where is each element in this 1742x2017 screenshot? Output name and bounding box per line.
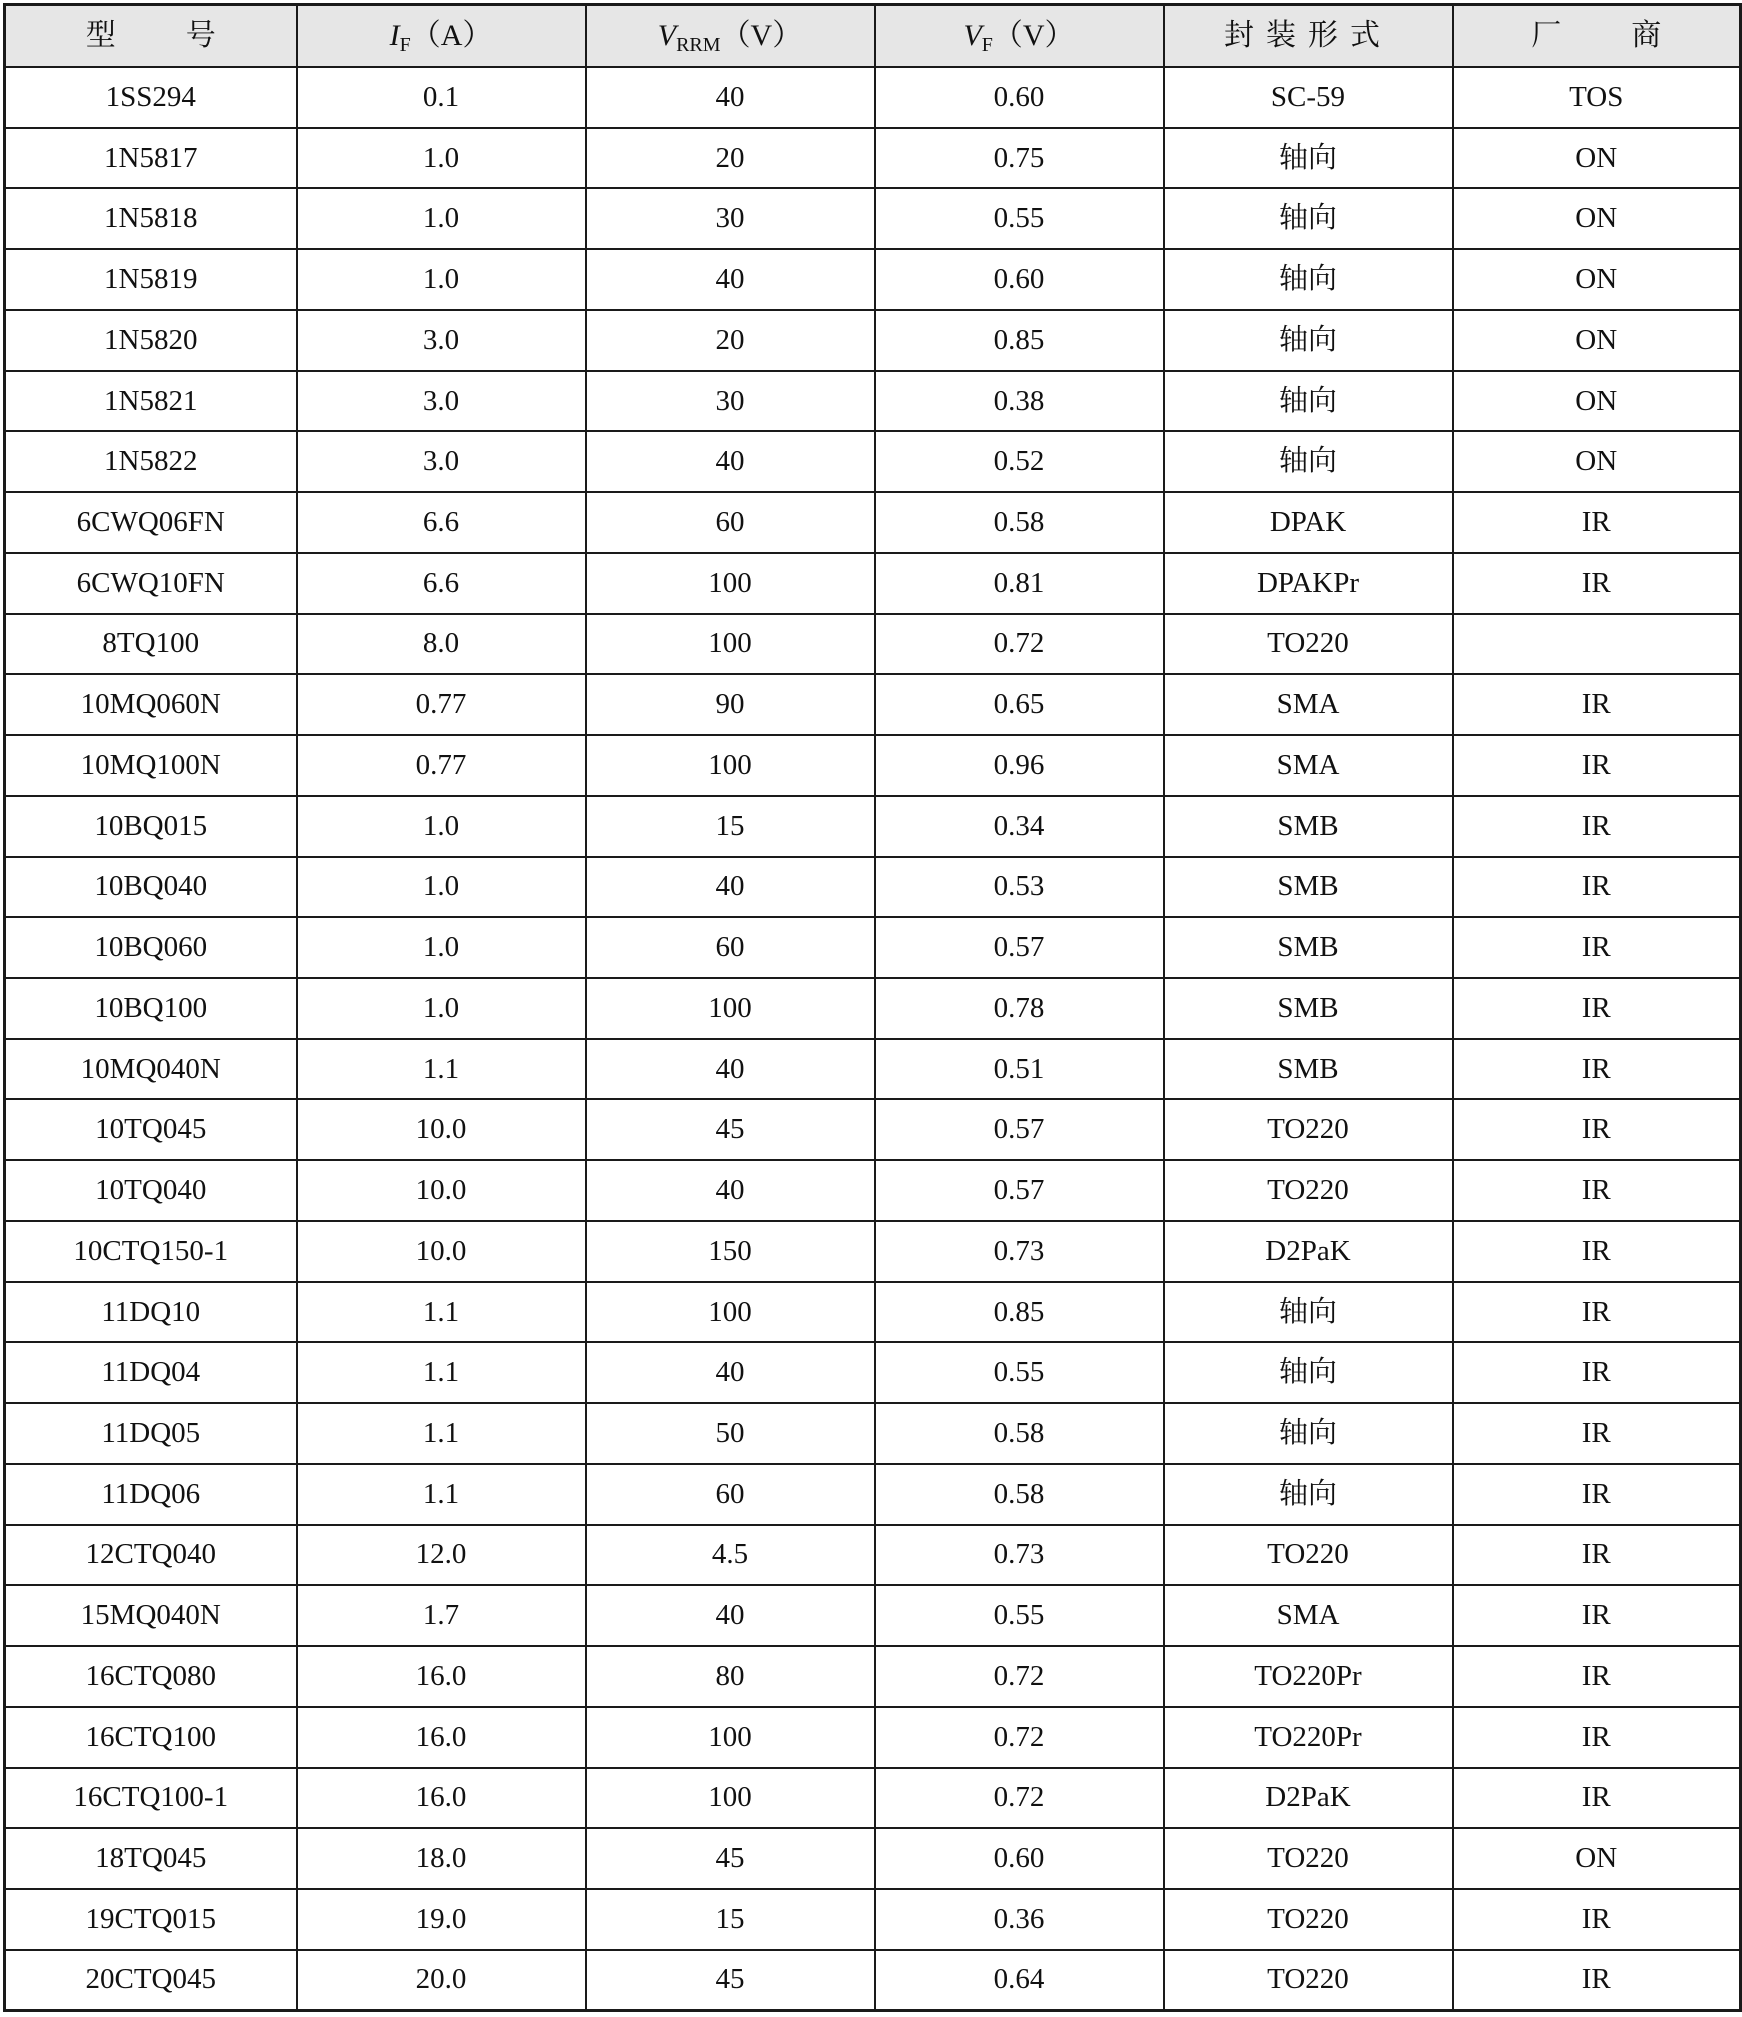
cell-manufacturer: ON (1453, 188, 1741, 249)
table-row (5, 1342, 1741, 1403)
table-row (5, 917, 1741, 978)
cell-forward-voltage: 0.60 (875, 249, 1164, 310)
cell-manufacturer: IR (1453, 796, 1741, 857)
cell-reverse-voltage: 4.5 (586, 1525, 875, 1586)
cell-manufacturer: TOS (1453, 67, 1741, 128)
cell-forward-current: 12.0 (297, 1525, 586, 1586)
cell-forward-voltage: 0.34 (875, 796, 1164, 857)
cell-package: 轴向 (1164, 249, 1453, 310)
cell-forward-current: 1.0 (297, 857, 586, 918)
cell-reverse-voltage: 30 (586, 188, 875, 249)
header-forward-voltage (875, 5, 1164, 68)
table-row (5, 1585, 1741, 1646)
cell-manufacturer: IR (1453, 553, 1741, 614)
cell-model: 11DQ10 (5, 1282, 297, 1343)
cell-package: SMA (1164, 735, 1453, 796)
cell-forward-current: 19.0 (297, 1889, 586, 1950)
cell-model: 10BQ060 (5, 917, 297, 978)
table-row (5, 1525, 1741, 1586)
cell-reverse-voltage: 40 (586, 857, 875, 918)
cell-forward-voltage: 0.57 (875, 917, 1164, 978)
header-model-right: 号 (185, 19, 216, 52)
cell-manufacturer: IR (1453, 735, 1741, 796)
header-package: 封装形式 (1164, 5, 1453, 68)
cell-manufacturer: IR (1453, 1525, 1741, 1586)
cell-manufacturer: IR (1453, 917, 1741, 978)
cell-model: 19CTQ015 (5, 1889, 297, 1950)
cell-model: 1N5819 (5, 249, 297, 310)
cell-package: DPAKPr (1164, 553, 1453, 614)
cell-forward-voltage: 0.78 (875, 978, 1164, 1039)
cell-forward-voltage: 0.73 (875, 1525, 1164, 1586)
cell-model: 12CTQ040 (5, 1525, 297, 1586)
cell-forward-current: 3.0 (297, 371, 586, 432)
cell-model: 10TQ040 (5, 1160, 297, 1221)
cell-manufacturer: IR (1453, 1768, 1741, 1829)
header-model-left: 型 (85, 19, 116, 52)
cell-manufacturer: IR (1453, 857, 1741, 918)
table-row (5, 431, 1741, 492)
cell-package: SMA (1164, 1585, 1453, 1646)
table-row (5, 796, 1741, 857)
cell-forward-voltage: 0.38 (875, 371, 1164, 432)
header-if-subscript: F (399, 34, 411, 56)
cell-forward-current: 0.77 (297, 674, 586, 735)
cell-package: TO220Pr (1164, 1646, 1453, 1707)
table-row (5, 857, 1741, 918)
cell-reverse-voltage: 50 (586, 1403, 875, 1464)
cell-forward-current: 1.1 (297, 1039, 586, 1100)
cell-reverse-voltage: 40 (586, 1585, 875, 1646)
header-row (5, 5, 1741, 68)
cell-reverse-voltage: 100 (586, 1768, 875, 1829)
header-model (5, 5, 297, 68)
cell-reverse-voltage: 45 (586, 1828, 875, 1889)
cell-package: SMB (1164, 917, 1453, 978)
cell-forward-current: 1.1 (297, 1464, 586, 1525)
table-row (5, 188, 1741, 249)
cell-package: SC-59 (1164, 67, 1453, 128)
table-row (5, 1950, 1741, 2011)
cell-package: TO220 (1164, 1099, 1453, 1160)
cell-package: 轴向 (1164, 1464, 1453, 1525)
table-row (5, 249, 1741, 310)
table-row (5, 674, 1741, 735)
cell-reverse-voltage: 20 (586, 310, 875, 371)
header-if-symbol: I (389, 19, 400, 52)
cell-package: SMB (1164, 1039, 1453, 1100)
cell-forward-voltage: 0.96 (875, 735, 1164, 796)
header-vrrm-subscript: RRM (676, 34, 721, 56)
cell-reverse-voltage: 40 (586, 1160, 875, 1221)
header-vf-unit: （V） (992, 19, 1075, 52)
cell-package: TO220 (1164, 1828, 1453, 1889)
cell-package: D2PaK (1164, 1221, 1453, 1282)
table-row (5, 310, 1741, 371)
cell-package: SMB (1164, 857, 1453, 918)
cell-forward-voltage: 0.51 (875, 1039, 1164, 1100)
cell-forward-voltage: 0.85 (875, 1282, 1164, 1343)
cell-model: 18TQ045 (5, 1828, 297, 1889)
cell-manufacturer: IR (1453, 978, 1741, 1039)
table-row (5, 1889, 1741, 1950)
cell-forward-current: 18.0 (297, 1828, 586, 1889)
cell-reverse-voltage: 80 (586, 1646, 875, 1707)
cell-forward-current: 1.0 (297, 917, 586, 978)
cell-package: 轴向 (1164, 1282, 1453, 1343)
cell-model: 16CTQ100-1 (5, 1768, 297, 1829)
cell-reverse-voltage: 15 (586, 796, 875, 857)
cell-reverse-voltage: 60 (586, 1464, 875, 1525)
cell-reverse-voltage: 40 (586, 431, 875, 492)
table-row (5, 128, 1741, 189)
cell-manufacturer: IR (1453, 1039, 1741, 1100)
spec-table-sheet (3, 3, 1739, 2012)
cell-model: 1SS294 (5, 67, 297, 128)
cell-package: SMB (1164, 796, 1453, 857)
cell-model: 15MQ040N (5, 1585, 297, 1646)
cell-model: 10BQ015 (5, 796, 297, 857)
cell-forward-voltage: 0.85 (875, 310, 1164, 371)
cell-forward-current: 10.0 (297, 1099, 586, 1160)
header-forward-current (297, 5, 586, 68)
cell-package: TO220 (1164, 614, 1453, 675)
cell-model: 11DQ06 (5, 1464, 297, 1525)
cell-model: 6CWQ10FN (5, 553, 297, 614)
cell-forward-voltage: 0.72 (875, 1707, 1164, 1768)
cell-reverse-voltage: 90 (586, 674, 875, 735)
cell-forward-current: 0.77 (297, 735, 586, 796)
cell-model: 10CTQ150-1 (5, 1221, 297, 1282)
cell-forward-current: 6.6 (297, 492, 586, 553)
table-row (5, 1160, 1741, 1221)
cell-manufacturer: ON (1453, 1828, 1741, 1889)
cell-forward-current: 3.0 (297, 310, 586, 371)
cell-package: D2PaK (1164, 1768, 1453, 1829)
cell-manufacturer: ON (1453, 128, 1741, 189)
cell-package: 轴向 (1164, 1403, 1453, 1464)
header-vrrm-symbol: V (657, 19, 677, 52)
header-maker-left: 厂 (1531, 19, 1562, 52)
cell-package: SMB (1164, 978, 1453, 1039)
table-row (5, 67, 1741, 128)
cell-manufacturer: IR (1453, 1889, 1741, 1950)
cell-forward-voltage: 0.65 (875, 674, 1164, 735)
header-reverse-voltage (586, 5, 875, 68)
cell-forward-current: 1.1 (297, 1403, 586, 1464)
cell-manufacturer: IR (1453, 1464, 1741, 1525)
header-maker-right: 商 (1631, 19, 1662, 52)
table-row (5, 735, 1741, 796)
cell-reverse-voltage: 100 (586, 735, 875, 796)
cell-forward-voltage: 0.57 (875, 1160, 1164, 1221)
cell-model: 10MQ100N (5, 735, 297, 796)
cell-forward-current: 0.1 (297, 67, 586, 128)
cell-forward-current: 1.0 (297, 128, 586, 189)
cell-forward-current: 1.0 (297, 978, 586, 1039)
cell-model: 16CTQ100 (5, 1707, 297, 1768)
cell-package: 轴向 (1164, 310, 1453, 371)
cell-forward-current: 16.0 (297, 1646, 586, 1707)
cell-model: 1N5821 (5, 371, 297, 432)
cell-package: 轴向 (1164, 371, 1453, 432)
cell-reverse-voltage: 40 (586, 1039, 875, 1100)
table-body (5, 67, 1741, 2011)
schottky-diode-table (3, 3, 1742, 2012)
cell-model: 6CWQ06FN (5, 492, 297, 553)
cell-forward-voltage: 0.55 (875, 1585, 1164, 1646)
cell-forward-current: 1.7 (297, 1585, 586, 1646)
cell-package: 轴向 (1164, 1342, 1453, 1403)
table-row (5, 614, 1741, 675)
header-manufacturer (1453, 5, 1741, 68)
cell-model: 10MQ060N (5, 674, 297, 735)
cell-forward-current: 16.0 (297, 1768, 586, 1829)
cell-package: 轴向 (1164, 188, 1453, 249)
table-row (5, 1099, 1741, 1160)
cell-forward-voltage: 0.72 (875, 1768, 1164, 1829)
table-row (5, 1039, 1741, 1100)
cell-package: 轴向 (1164, 128, 1453, 189)
table-row (5, 1707, 1741, 1768)
cell-manufacturer: IR (1453, 1099, 1741, 1160)
cell-package: 轴向 (1164, 431, 1453, 492)
cell-manufacturer: IR (1453, 1342, 1741, 1403)
cell-manufacturer: ON (1453, 310, 1741, 371)
cell-model: 10TQ045 (5, 1099, 297, 1160)
cell-package: TO220Pr (1164, 1707, 1453, 1768)
cell-manufacturer: IR (1453, 1403, 1741, 1464)
cell-reverse-voltage: 30 (586, 371, 875, 432)
table-row (5, 371, 1741, 432)
cell-model: 1N5822 (5, 431, 297, 492)
table-row (5, 1221, 1741, 1282)
cell-model: 16CTQ080 (5, 1646, 297, 1707)
cell-forward-current: 1.0 (297, 188, 586, 249)
cell-forward-voltage: 0.81 (875, 553, 1164, 614)
cell-reverse-voltage: 100 (586, 614, 875, 675)
cell-model: 10BQ040 (5, 857, 297, 918)
cell-forward-current: 16.0 (297, 1707, 586, 1768)
header-if-unit: （A） (410, 19, 493, 52)
cell-reverse-voltage: 100 (586, 1282, 875, 1343)
cell-forward-voltage: 0.64 (875, 1950, 1164, 2011)
header-vrrm-unit: （V） (720, 19, 803, 52)
cell-package: TO220 (1164, 1950, 1453, 2011)
cell-forward-voltage: 0.57 (875, 1099, 1164, 1160)
cell-package: TO220 (1164, 1889, 1453, 1950)
table-row (5, 1464, 1741, 1525)
header-vf-subscript: F (981, 34, 993, 56)
cell-model: 11DQ04 (5, 1342, 297, 1403)
cell-package: TO220 (1164, 1525, 1453, 1586)
cell-model: 10MQ040N (5, 1039, 297, 1100)
cell-forward-voltage: 0.58 (875, 1464, 1164, 1525)
table-header (5, 5, 1741, 68)
cell-forward-current: 20.0 (297, 1950, 586, 2011)
cell-forward-current: 1.1 (297, 1282, 586, 1343)
cell-reverse-voltage: 60 (586, 917, 875, 978)
cell-forward-voltage: 0.58 (875, 1403, 1164, 1464)
cell-manufacturer: IR (1453, 1282, 1741, 1343)
cell-package: DPAK (1164, 492, 1453, 553)
cell-reverse-voltage: 45 (586, 1950, 875, 2011)
cell-manufacturer: IR (1453, 492, 1741, 553)
cell-forward-voltage: 0.60 (875, 67, 1164, 128)
cell-forward-voltage: 0.73 (875, 1221, 1164, 1282)
table-row (5, 1403, 1741, 1464)
cell-manufacturer: IR (1453, 1585, 1741, 1646)
cell-model: 1N5820 (5, 310, 297, 371)
cell-model: 20CTQ045 (5, 1950, 297, 2011)
cell-forward-voltage: 0.52 (875, 431, 1164, 492)
cell-reverse-voltage: 15 (586, 1889, 875, 1950)
cell-manufacturer: IR (1453, 1221, 1741, 1282)
table-row (5, 1646, 1741, 1707)
cell-forward-voltage: 0.36 (875, 1889, 1164, 1950)
cell-forward-current: 1.0 (297, 796, 586, 857)
cell-forward-voltage: 0.55 (875, 188, 1164, 249)
cell-model: 8TQ100 (5, 614, 297, 675)
cell-model: 1N5818 (5, 188, 297, 249)
cell-reverse-voltage: 40 (586, 1342, 875, 1403)
cell-forward-voltage: 0.58 (875, 492, 1164, 553)
cell-forward-voltage: 0.60 (875, 1828, 1164, 1889)
cell-package: SMA (1164, 674, 1453, 735)
table-row (5, 1282, 1741, 1343)
table-row (5, 553, 1741, 614)
header-vf-symbol: V (963, 19, 982, 52)
cell-package: TO220 (1164, 1160, 1453, 1221)
cell-manufacturer: IR (1453, 1950, 1741, 2011)
cell-reverse-voltage: 60 (586, 492, 875, 553)
cell-manufacturer: ON (1453, 431, 1741, 492)
cell-forward-voltage: 0.75 (875, 128, 1164, 189)
cell-manufacturer: ON (1453, 249, 1741, 310)
table-row (5, 1828, 1741, 1889)
cell-forward-current: 3.0 (297, 431, 586, 492)
cell-reverse-voltage: 40 (586, 249, 875, 310)
cell-forward-current: 6.6 (297, 553, 586, 614)
cell-manufacturer (1453, 614, 1741, 675)
cell-forward-current: 1.0 (297, 249, 586, 310)
cell-forward-current: 1.1 (297, 1342, 586, 1403)
cell-forward-voltage: 0.55 (875, 1342, 1164, 1403)
cell-manufacturer: IR (1453, 1707, 1741, 1768)
table-row (5, 978, 1741, 1039)
cell-forward-current: 10.0 (297, 1160, 586, 1221)
cell-forward-voltage: 0.72 (875, 614, 1164, 675)
cell-reverse-voltage: 45 (586, 1099, 875, 1160)
cell-forward-current: 8.0 (297, 614, 586, 675)
table-row (5, 492, 1741, 553)
cell-reverse-voltage: 20 (586, 128, 875, 189)
cell-manufacturer: ON (1453, 371, 1741, 432)
cell-reverse-voltage: 100 (586, 1707, 875, 1768)
cell-reverse-voltage: 150 (586, 1221, 875, 1282)
cell-manufacturer: IR (1453, 674, 1741, 735)
table-row (5, 1768, 1741, 1829)
cell-reverse-voltage: 100 (586, 553, 875, 614)
cell-manufacturer: IR (1453, 1160, 1741, 1221)
cell-reverse-voltage: 100 (586, 978, 875, 1039)
cell-forward-voltage: 0.72 (875, 1646, 1164, 1707)
cell-model: 11DQ05 (5, 1403, 297, 1464)
cell-forward-current: 10.0 (297, 1221, 586, 1282)
cell-model: 1N5817 (5, 128, 297, 189)
cell-manufacturer: IR (1453, 1646, 1741, 1707)
cell-reverse-voltage: 40 (586, 67, 875, 128)
cell-model: 10BQ100 (5, 978, 297, 1039)
cell-forward-voltage: 0.53 (875, 857, 1164, 918)
